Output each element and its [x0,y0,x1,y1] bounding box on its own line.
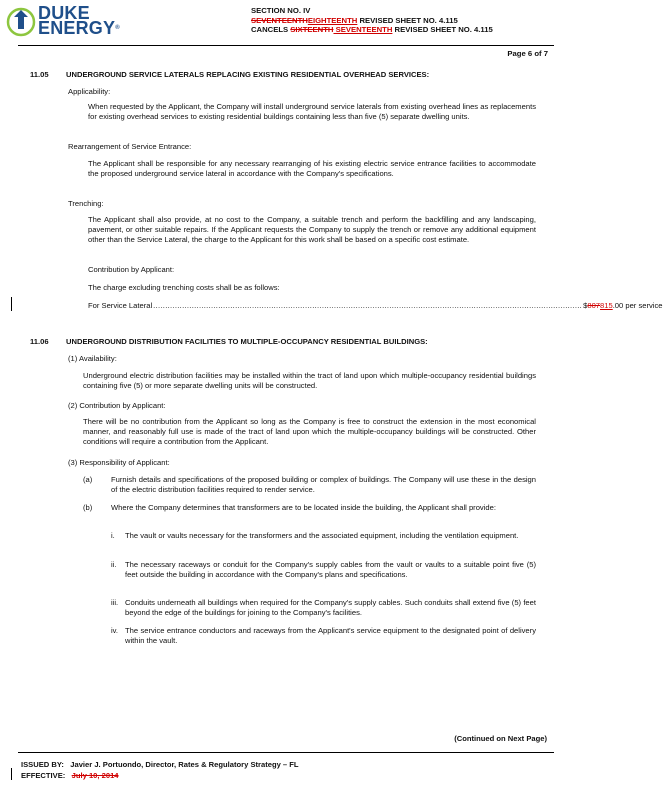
applicability-label: Applicability: [68,87,111,96]
sub-item-ii-label: ii. [111,560,117,569]
cancels-line: CANCELS SIXTEENTH SEVENTEENTH REVISED SHEET NO. 4.115 [251,25,493,34]
effective-date [21,771,119,781]
struck-revision: SEVENTEENTH [251,15,308,25]
struck-effective-date: July 10, 2014 [71,771,119,780]
item-b-label: (b) [83,503,93,512]
logo-line1: DUKE [38,3,90,23]
new-price: 815 [600,301,613,310]
dot-leader: .................................................................................................................................................................................. [153,301,583,310]
availability-label: (1) Availability: [68,354,117,363]
footer-rule [18,752,554,753]
contribution-1106-label: (2) Contribution by Applicant: [68,401,166,410]
trenching-text: The Applicant shall also provide, at no cost to the Company, a suitable trench and perform the backfilling and any landscaping, pavement, or other suitable repairs. If the Applicant requests the Company to supply the trench or remove any additional equipment other than the Service Lateral, the charge to the Applicant for this work shall be based on a specific cost estimate. [88,215,536,244]
service-lateral-price: $807815.00 per service [583,301,663,310]
availability-text: Underground electric distribution facilities may be installed within the tract of land upon which multiple-occupancy residential buildings containing five (5) or more separate dwelling units will be constructed. [83,371,536,390]
service-lateral-line [88,301,663,311]
charge-intro: The charge excluding trenching costs shall be as follows: [88,283,280,292]
service-lateral-label: For Service Lateral [88,301,153,310]
header-rule [18,45,554,46]
item-a-text: Furnish details and specifications of the proposed building or complex of buildings. The Company will use these in the design of the electric distribution facilities required to render service. [111,475,536,494]
page-number: Page 6 of 7 [507,49,548,58]
duke-energy-logo [6,3,120,43]
sub-item-ii-text: The necessary raceways or conduit for the Company's supply cables from the vault or vaults to a suitable point five (5) feet outside the building in accordance with the Company's plans and specifications. [125,560,536,579]
section-1106-title: UNDERGROUND DISTRIBUTION FACILITIES TO MULTIPLE-OCCUPANCY RESIDENTIAL BUILDINGS: [66,337,428,346]
trenching-label: Trenching: [68,199,104,208]
section-1105-number: 11.05 [30,70,49,79]
sub-item-i-text: The vault or vaults necessary for the transformers and the associated equipment, including the ventilation equipment. [125,531,519,540]
issued-by [21,760,299,770]
rearrangement-text: The Applicant shall be responsible for any necessary rearranging of his existing electric service entrance facilities to accommodate the proposed underground service lateral in accordance with the Company's specifications. [88,159,536,178]
sheet-header [251,6,571,35]
issued-value: Javier J. Portuondo, Director, Rates & Regulatory Strategy – FL [70,760,299,769]
section-1105-title: UNDERGROUND SERVICE LATERALS REPLACING EXISTING RESIDENTIAL OVERHEAD SERVICES: [66,70,430,79]
continued-note: (Continued on Next Page) [454,734,547,743]
responsibility-label: (3) Responsibility of Applicant: [68,458,170,467]
section-1106-number: 11.06 [30,337,49,346]
contribution-label: Contribution by Applicant: [88,265,175,274]
item-a-label: (a) [83,475,93,484]
inserted-revision: EIGHTEENTH [307,15,358,25]
contribution-1106-text: There will be no contribution from the Applicant so long as the Company is free to construct the extension in the most economical manner, and reasonably full use is made of the tract of land upon which the multiple-occupancy buildings will be constructed. Other conditions will require a contribution from the Applicant. [83,417,536,446]
item-b-text: Where the Company determines that transformers are to be located inside the building, the Applicant shall provide: [111,503,496,512]
section-number: SECTION NO. IV [251,6,311,15]
sub-item-iv-label: iv. [111,626,119,635]
logo-mark-icon [6,5,36,39]
inserted-cancels: SEVENTEENTH [333,25,393,34]
old-price: 807 [587,301,601,310]
revision-bar [11,297,12,311]
logo-reg-mark: ® [115,25,120,31]
sheet-revision-line: SEVENTEENTHEIGHTEENTH REVISED SHEET NO. 4.115 [251,15,458,25]
issued-label: ISSUED BY: [21,760,64,769]
footer-revision-bar [11,768,12,780]
rearrangement-label: Rearrangement of Service Entrance: [68,142,192,151]
sub-item-iii-text: Conduits underneath all buildings when required for the Company's supply cables. Such conduits shall extend five (5) feet beyond the edge of the buildings for joining to the Company's facilities. [125,598,536,617]
sub-item-i-label: i. [111,531,115,540]
sub-item-iv-text: The service entrance conductors and raceways from the Applicant's service equipment to the designated point of delivery within the vault. [125,626,536,645]
logo-line2: ENERGY® [38,18,120,38]
applicability-text: When requested by the Applicant, the Company will install underground service laterals from existing overhead lines as replacements for existing overhead services to existing residential buildings containing less than five (5) separate dwelling units. [88,102,536,121]
struck-cancels: SIXTEENTH [290,25,334,34]
sub-item-iii-label: iii. [111,598,119,607]
effective-label: EFFECTIVE: [21,771,66,780]
